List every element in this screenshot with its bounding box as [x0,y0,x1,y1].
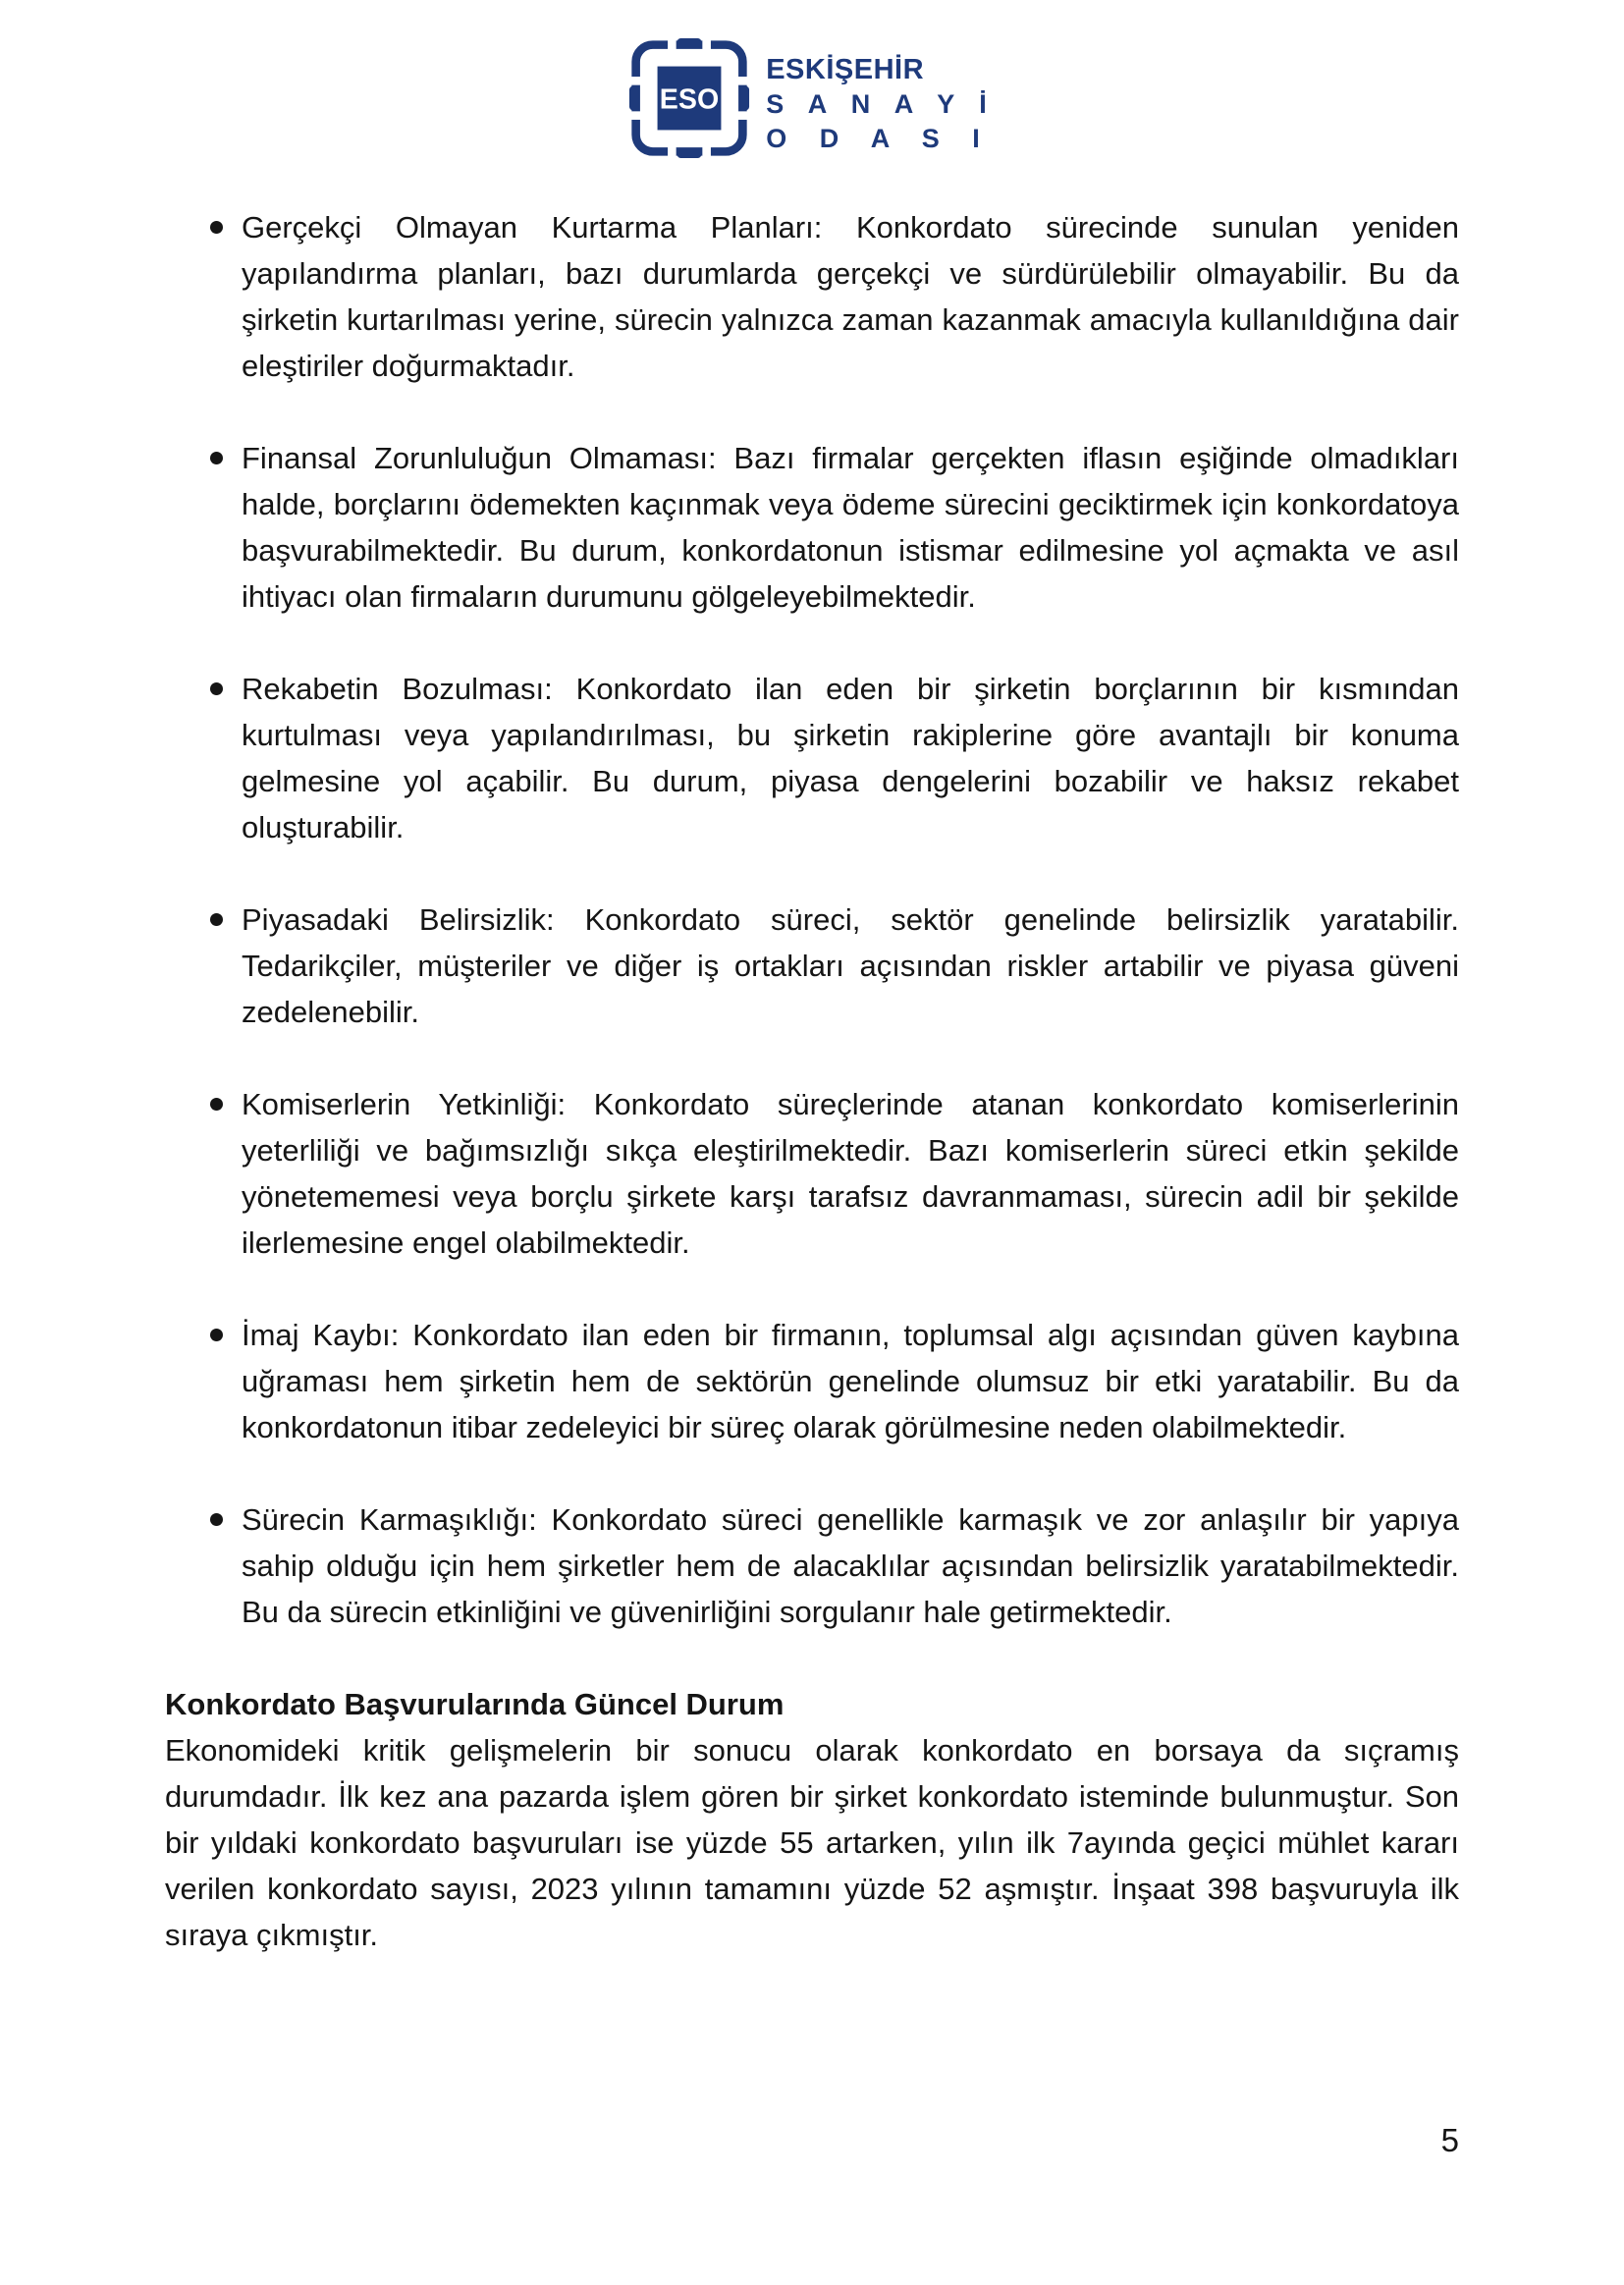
page-number: 5 [1440,2122,1459,2158]
bullet-item-commissioner-competence: Komiserlerin Yetkinliği: Konkordato süreçlerinde atanan konkordato komiserlerinin yeterliliği ve bağımsızlığı sıkça eleştirilmektedir. Bazı komiserlerin süreci etkin şekilde yönetememesi veya borçlu şirkete karşı tarafsız davranmaması, sürecin adil bir şekilde ilerlemesine engel olabilmektedir. [165,1081,1459,1266]
logo-org-line-3: O D A S I [766,124,993,153]
bullet-item-no-financial-necessity: Finansal Zorunluluğun Olmaması: Bazı firmalar gerçekten iflasın eşiğinde olmadıkları halde, borçlarını ödemekten kaçınmak veya ödeme sürecini geciktirmek için konkordatoya başvurabilmektedir. Bu durum, konkordatonun istismar edilmesine yol açmakta ve asıl ihtiyacı olan firmaların durumunu gölgeleyebilmektedir. [165,435,1459,620]
bullet-item-competition-distortion: Rekabetin Bozulması: Konkordato ilan eden bir şirketin borçlarının bir kısmından kurtulması veya yapılandırılması, bu şirketin rakiplerine göre avantajlı bir konuma gelmesine yol açabilir. Bu durum, piyasa dengelerini bozabilir ve haksız rekabet oluşturabilir. [165,666,1459,850]
logo-org-line-1: ESKİŞEHİR [766,54,925,85]
eso-logo [628,35,996,161]
eso-logo-icon [628,35,750,161]
bullet-item-market-uncertainty: Piyasadaki Belirsizlik: Konkordato süreci, sektör genelinde belirsizlik yaratabilir. Tedarikçiler, müşteriler ve diğer iş ortakları açısından riskler artabilir ve piyasa güveni zedelenebilir. [165,897,1459,1035]
bullet-item-image-loss: İmaj Kaybı: Konkordato ilan eden bir firmanın, toplumsal algı açısından güven kaybına uğraması hem şirketin hem de sektörün genelinde olumsuz bir etki yaratabilir. Bu da konkordatonun itibar zedeleyici bir süreç olarak görülmesine neden olabilmektedir. [165,1312,1459,1450]
bullet-item-unrealistic-rescue-plans: Gerçekçi Olmayan Kurtarma Planları: Konkordato sürecinde sunulan yeniden yapılandırma planları, bazı durumlarda gerçekçi ve sürdürülebilir olmayabilir. Bu da şirketin kurtarılması yerine, sürecin yalnızca zaman kazanmak amacıyla kullanıldığına dair eleştiriler doğurmaktadır. [165,204,1459,389]
section-heading: Konkordato Başvurularında Güncel Durum [165,1687,785,1721]
logo-org-line-2: S A N A Y İ [766,89,996,119]
eso-logo-wordmark [766,35,996,156]
document-body [165,204,1459,1958]
eso-logo-abbrev: ESO [660,83,720,116]
bullet-item-process-complexity: Sürecin Karmaşıklığı: Konkordato süreci genellikle karmaşık ve zor anlaşılır bir yapıya sahip olduğu için hem şirketler hem de alacaklılar açısından belirsizlik yaratabilmektedir. Bu da sürecin etkinliğini ve güvenirliğini sorgulanır hale getirmektedir. [165,1496,1459,1635]
page-header [0,35,1624,161]
bullet-list [165,204,1459,1635]
section-paragraph: Ekonomideki kritik gelişmelerin bir sonucu olarak konkordato en borsaya da sıçramış durumdadır. İlk kez ana pazarda işlem gören bir şirket konkordato isteminde bulunmuştur. Son bir yıldaki konkordato başvuruları ise yüzde 55 artarken, yılın ilk 7ayında geçici mühlet kararı verilen konkordato sayısı, 2023 yılının tamamını yüzde 52 aşmıştır. İnşaat 398 başvuruyla ilk sıraya çıkmıştır. [165,1733,1459,1952]
